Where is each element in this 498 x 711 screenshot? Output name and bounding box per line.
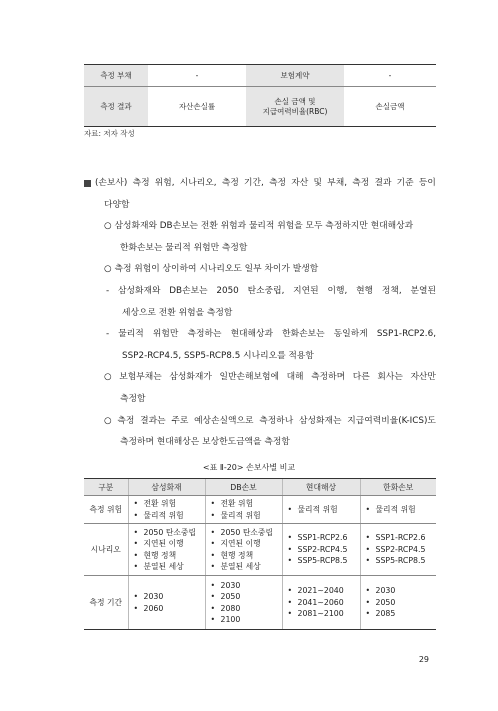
word: 자산: [291, 178, 309, 188]
table-cell: [205, 524, 282, 576]
word: 일반손해보험에: [219, 372, 279, 383]
list-item: • 2050 탄소중립: [210, 527, 278, 539]
bullet-list: [365, 504, 433, 516]
table-caption: <표 Ⅱ-20> 손보사별 비교: [202, 463, 296, 472]
word: DB손보는: [169, 285, 208, 296]
list-item: • 전환 위험: [210, 498, 278, 510]
list-item: • 2100: [210, 614, 278, 626]
word: 이행,: [327, 285, 348, 296]
word: 측정하나: [259, 415, 294, 426]
list-item: • 2030: [210, 580, 278, 592]
word: 회사는: [377, 372, 403, 383]
word: 지연된: [293, 285, 319, 296]
list-item: • 2085: [365, 608, 433, 620]
bullet-item-cont: 측정함: [120, 393, 146, 404]
list-item: • 2030: [133, 591, 201, 603]
table-cell: -: [148, 65, 246, 87]
table-cell: [128, 524, 205, 576]
column-header: 구분: [84, 479, 128, 496]
table-cell: [360, 496, 436, 524]
word: 위험만: [152, 329, 179, 340]
list-item: • SSP5-RCP8.5: [287, 555, 356, 567]
word: 예상손실액으로: [194, 415, 254, 426]
list-item: • 물리적 위험: [133, 510, 201, 522]
word: ○: [104, 415, 112, 426]
list-item: • SSP1-RCP2.6: [287, 532, 356, 544]
word: 결과는: [140, 415, 166, 426]
list-item: • 물리적 위험: [210, 510, 278, 522]
table-cell: [205, 576, 282, 630]
bullet-list: [210, 498, 278, 521]
word: ○: [104, 372, 112, 383]
table-cell: [205, 496, 282, 524]
bullet-list: [287, 585, 356, 620]
cell-line: 손실 금액 및: [274, 96, 316, 106]
list-item: • SSP2-RCP4.5: [287, 544, 356, 556]
source-note: 자료: 저자 작성: [84, 129, 135, 138]
word: 분열된: [410, 285, 436, 296]
row-label: 시나리오: [84, 524, 128, 576]
square-bullet-icon: [84, 180, 91, 187]
dash-item-cont: 세상으로 전환 위험을 측정함: [122, 307, 233, 318]
word: 보험부채는: [119, 372, 162, 383]
table-row: [84, 496, 436, 524]
table-cell: [128, 576, 205, 630]
table-cell: [282, 496, 360, 524]
table-row: [84, 576, 436, 630]
list-item: • 전환 위험: [133, 498, 201, 510]
list-item: • 현행 정책: [210, 550, 278, 562]
word: 위험,: [154, 178, 175, 188]
word: 기준: [396, 178, 414, 188]
dash-item: [84, 281, 436, 303]
word: 측정하며: [311, 372, 346, 383]
list-item: • 2080: [210, 603, 278, 615]
word: 시나리오,: [179, 178, 217, 188]
table-row: [84, 87, 436, 127]
dash-item: [84, 324, 436, 346]
cell-line: 지급여력비율(RBC): [262, 106, 328, 116]
bullet-list: [365, 585, 433, 620]
bullet-list: [133, 591, 201, 614]
bullet-list: [210, 580, 278, 626]
word: -: [106, 329, 110, 340]
word: 삼성화재와: [117, 285, 161, 296]
list-item: • 2060: [133, 603, 201, 615]
word: 측정: [269, 178, 287, 188]
column-header: 현대해상: [282, 479, 360, 496]
list-item: • 지연된 이행: [210, 538, 278, 550]
word: -: [106, 285, 110, 296]
bullet-list: [133, 527, 201, 573]
word: 삼성화재가: [169, 372, 212, 383]
table-cell: 손실금액: [344, 87, 436, 127]
table-row: [84, 524, 436, 576]
word: 측정: [221, 178, 239, 188]
word: 측정: [117, 415, 135, 426]
word: 물리적: [118, 329, 144, 340]
list-item: • 분열된 세상: [133, 561, 201, 573]
word: 주로: [171, 415, 189, 426]
word: 부채,: [327, 178, 348, 188]
bullet-item: ○ 측정 위험이 상이하여 시나리오도 일부 차이가 발생함: [104, 264, 319, 275]
word: 결과: [374, 178, 392, 188]
word: 정책,: [381, 285, 402, 296]
table-row: [84, 65, 436, 87]
bullet-list: [133, 498, 201, 521]
word: 탄소중립,: [247, 285, 285, 296]
table-header-row: [84, 479, 436, 496]
bullet-item: [84, 411, 436, 433]
list-item: • 2050: [365, 597, 433, 609]
row-label: 측정 위험: [84, 496, 128, 524]
list-item: • 2041~2060: [287, 597, 356, 609]
word: 대해: [286, 372, 304, 383]
column-header: 삼성화재: [128, 479, 205, 496]
bullet-list: [287, 532, 356, 567]
table-cell: [282, 524, 360, 576]
column-header: 한화손보: [360, 479, 436, 496]
word: 현행: [356, 285, 374, 296]
list-item: • 2030: [365, 585, 433, 597]
row-label: 측정 부채: [84, 65, 148, 87]
word: 현대해상과: [230, 329, 274, 340]
word: 측정: [352, 178, 370, 188]
list-item: • 현행 정책: [133, 550, 201, 562]
list-item: • 2050: [210, 591, 278, 603]
bullet-list: [287, 504, 356, 516]
word: 2050: [216, 285, 239, 296]
list-item: • 2021~2040: [287, 585, 356, 597]
bullet-item-cont: 측정하며 현대해상은 보상한도금액을 측정함: [120, 437, 290, 448]
list-item: • SSP1-RCP2.6: [365, 532, 433, 544]
table-cell: 자산손실률: [148, 87, 246, 127]
bullet-item-cont: 한화손보는 물리적 위험만 측정함: [120, 242, 248, 253]
column-header: DB손보: [205, 479, 282, 496]
bullet-item: [84, 367, 436, 389]
word: 기간,: [244, 178, 264, 188]
list-item: • 지연된 이행: [133, 538, 201, 550]
table-cell: [246, 87, 344, 127]
top-table: [84, 64, 436, 127]
word: 및: [313, 178, 322, 188]
bullet-list: [210, 527, 278, 573]
word: 지급여력비율(K-ICS)도: [347, 415, 436, 426]
table-cell: [360, 576, 436, 630]
word: 측정하는: [187, 329, 222, 340]
list-item: • 2050 탄소중립: [133, 527, 201, 539]
main-point: [84, 173, 436, 195]
page-number: 29: [418, 655, 429, 664]
list-item: • 분열된 세상: [210, 561, 278, 573]
table-cell: [128, 496, 205, 524]
word: SSP1-RCP2.6,: [376, 329, 436, 340]
dash-item-cont: SSP2-RCP4.5, SSP5-RCP8.5 시나리오를 적용함: [122, 350, 314, 361]
table-cell: -: [344, 65, 436, 87]
list-item: • 2081~2100: [287, 608, 356, 620]
word: 동일하게: [333, 329, 368, 340]
word: 다른: [352, 372, 370, 383]
comparison-table: [84, 478, 436, 630]
table-cell: 보험계약: [246, 65, 344, 87]
word: 등이: [418, 178, 436, 188]
body-text: [84, 173, 436, 454]
word: 한화손보는: [282, 329, 325, 340]
list-item: • 물리적 위험: [287, 504, 356, 516]
bullet-list: [365, 532, 433, 567]
table-cell: [282, 576, 360, 630]
row-label: 측정 결과: [84, 87, 148, 127]
bullet-item: ○ 삼성화재와 DB손보는 전환 위험과 물리적 위험을 모두 측정하지만 현대해상과: [104, 221, 414, 232]
list-item: • 물리적 위험: [365, 504, 433, 516]
main-point-cont: 다양함: [104, 199, 130, 210]
row-label: 측정 기간: [84, 576, 128, 630]
list-item: • SSP2-RCP4.5: [365, 544, 433, 556]
word: (손보사): [95, 178, 128, 188]
word: 삼성화재는: [299, 415, 342, 426]
word: 자산만: [410, 372, 436, 383]
list-item: • SSP5-RCP8.5: [365, 555, 433, 567]
word: 측정: [132, 178, 150, 188]
table-cell: [360, 524, 436, 576]
